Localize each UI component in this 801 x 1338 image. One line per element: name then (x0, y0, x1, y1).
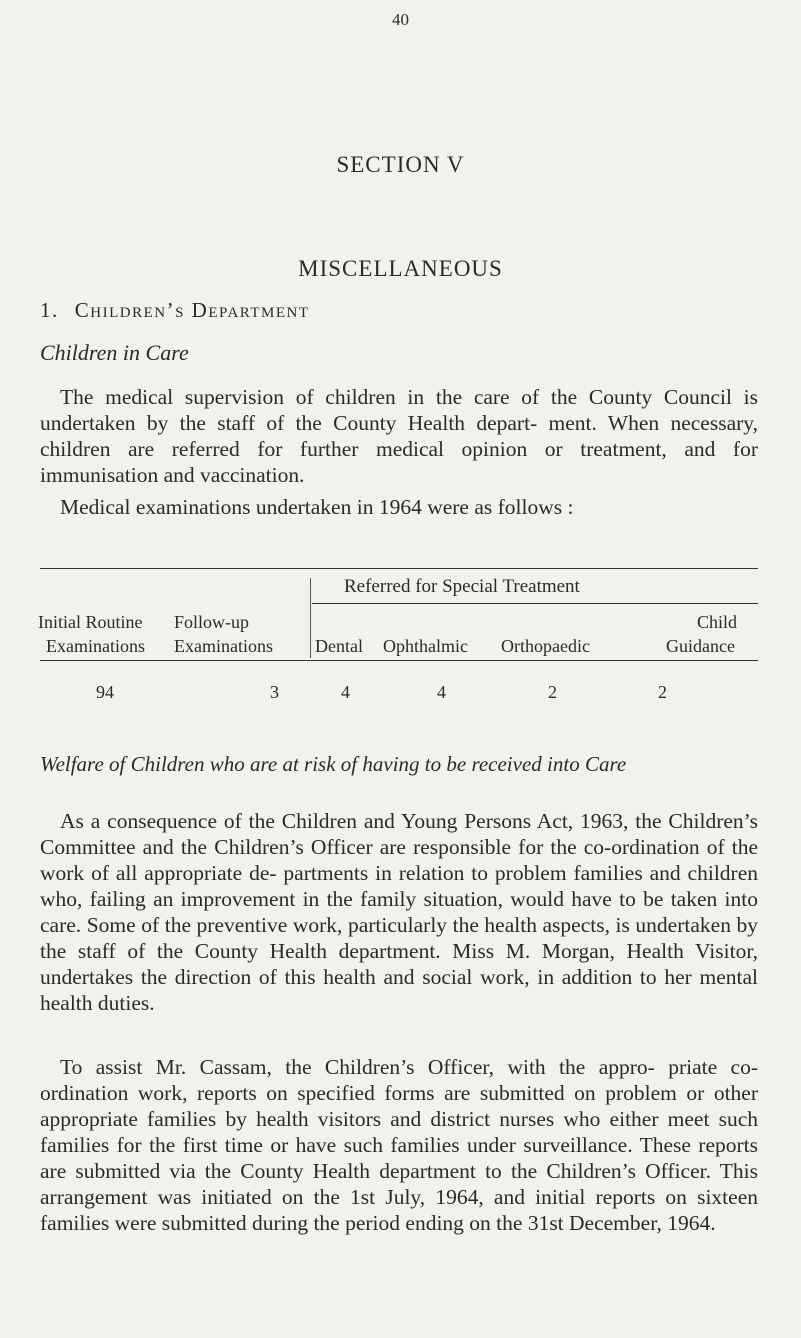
examinations-table (40, 568, 758, 708)
welfare-heading: Welfare of Children who are at risk of having to be received into Care (40, 752, 627, 776)
children-in-care-heading: Children in Care (40, 340, 189, 365)
value-orthopaedic: 2 (548, 682, 557, 702)
value-dental: 4 (341, 682, 350, 702)
value-followup: 3 (270, 682, 279, 702)
value-initial: 94 (96, 682, 114, 702)
col-ophthalmic: Ophthalmic (383, 636, 468, 656)
col-child-guidance: Guidance (666, 636, 735, 656)
examinations-intro-paragraph: Medical examinations undertaken in 1964 were as follows : (60, 495, 574, 519)
welfare-paragraph-2: To assist Mr. Cassam, the Children’s Officer, with the appro- priate co-ordination work, reports on specified forms are submitted on problem or other appropriate families by health visitors and district nurses who either meet such families for the first time or have such families under surveillance. These reports are submitted via the County Health department to the Children’s Officer. This arrangement was initiated on the 1st July, 1964, and initial reports on sixteen families were submitted during the period ending on the 31st December, 1964. (40, 1055, 758, 1235)
section-title: SECTION V (336, 152, 465, 177)
department-name: Children’s Department (74, 298, 310, 322)
department-heading (40, 298, 310, 323)
table-top-rule (40, 568, 758, 569)
col-orthopaedic: Orthopaedic (501, 636, 590, 656)
col-dental: Dental (315, 636, 363, 656)
value-child-guidance: 2 (658, 682, 667, 702)
group-header-rule (312, 603, 758, 604)
col-followup-line2: Examinations (174, 636, 273, 656)
col-initial-line2: Examinations (46, 636, 145, 656)
col-initial-line1: Initial Routine (38, 612, 143, 632)
col-followup-line1: Follow-up (174, 612, 250, 632)
table-header-rule (40, 660, 758, 661)
group-header: Referred for Special Treatment (344, 576, 580, 597)
children-in-care-paragraph: The medical supervision of children in the care of the County Council is undertaken by the staff of the County Health depart- ment. When necessary, children are referred for further medical opinion or treatment, and for immunisation and vaccination. (40, 385, 758, 487)
page-title: MISCELLANEOUS (298, 256, 503, 281)
col-child-line1: Child (697, 612, 738, 632)
page-number: 40 (392, 10, 409, 29)
value-ophthalmic: 4 (437, 682, 446, 702)
welfare-paragraph-1: As a consequence of the Children and Young Persons Act, 1963, the Children’s Committee and the Children’s Officer are responsible for the co-ordination of the work of all appropriate de- partments in relation to problem families and children who, failing an improvement in the family situation, would have to be taken into care. Some of the preventive work, particularly the health aspects, is undertaken by the staff of the County Health department. Miss M. Morgan, Health Visitor, undertakes the direction of this health and social work, in addition to her mental health duties. (40, 809, 758, 1015)
department-number: 1. (40, 298, 59, 322)
table-column-divider (310, 578, 311, 658)
